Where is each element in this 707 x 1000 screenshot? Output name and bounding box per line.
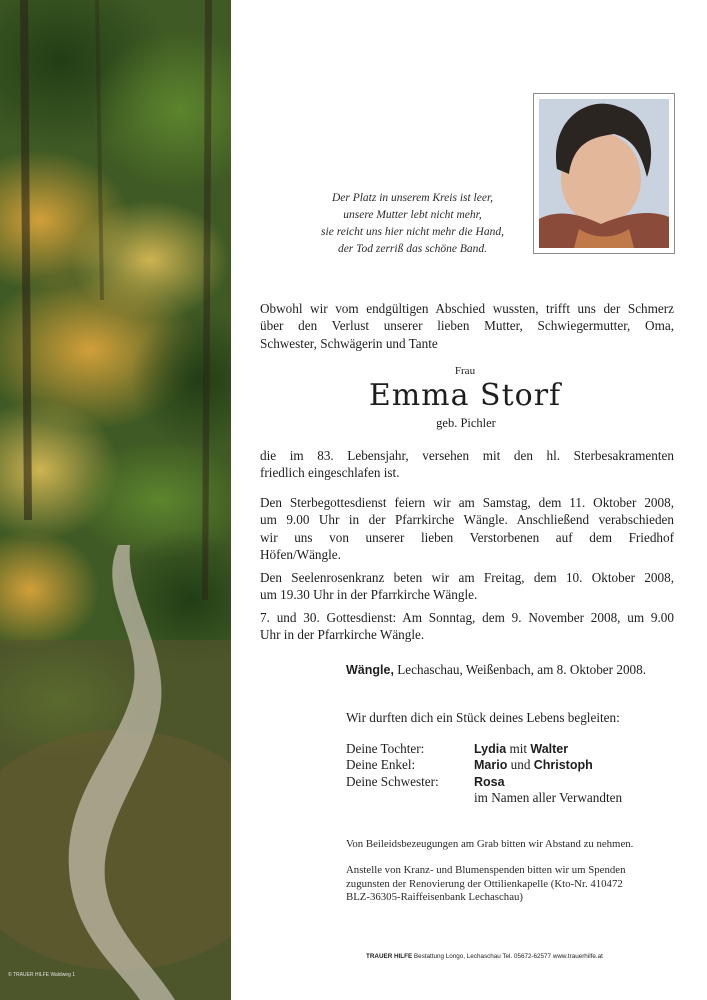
donation-line: zugunsten der Renovierung der Ottilienkapelle (Kto-Nr. 410472: [346, 877, 623, 890]
intro-paragraph: [260, 300, 674, 352]
funeral-line: Den Sterbegottesdienst feiern wir am Samstag, dem 11. Oktober 2008,: [260, 495, 674, 510]
intro-line: Schwester, Schwägerin und Tante: [260, 335, 438, 351]
memorial-poem: [300, 190, 525, 258]
intro-line: Obwohl wir vom endgültigen Abschied wussten, trifft uns der Schmerz: [260, 301, 674, 316]
footer-text: Bestattung Longo, Lechaschau Tel. 05672-62577 www.trauerhilfe.at: [412, 953, 603, 960]
family-relatives: im Namen aller Verwandten: [474, 790, 623, 805]
family-label-grandchildren: Deine Enkel:: [346, 757, 416, 772]
funeral-line: Höfen/Wängle.: [260, 547, 341, 563]
death-note: [260, 447, 674, 482]
death-note-line: die im 83. Lebensjahr, versehen mit den hl. Sterbesakramenten: [260, 448, 674, 463]
footer-brand: TRAUER HILFE: [366, 953, 413, 960]
daughter-name: Lydia: [474, 742, 507, 756]
image-credit: © TRAUER HILFE Waldweg 1: [8, 972, 76, 978]
donation-note: [346, 864, 625, 905]
deceased-name: Emma Storf: [368, 378, 562, 413]
rosary-paragraph: [260, 569, 674, 604]
family-grandchildren: [474, 757, 593, 773]
portrait-photo: [533, 93, 675, 254]
family-label-daughter: Deine Tochter:: [346, 741, 425, 756]
sister-name: Rosa: [474, 775, 505, 789]
portrait-image: [539, 99, 669, 248]
donation-line: Anstelle von Kranz- und Blumenspenden bitten wir um Spenden: [346, 864, 626, 876]
place-bold: Wängle,: [346, 663, 394, 677]
title-prefix: Frau: [454, 365, 476, 377]
poem-line: der Tod zerriß das schöne Band.: [337, 243, 488, 255]
undertaker-footer: [366, 953, 603, 960]
son-in-law-name: Walter: [530, 742, 569, 756]
family-sister: [474, 774, 505, 790]
family-label-sister: Deine Schwester:: [346, 774, 439, 789]
rosary-line: um 19.30 Uhr in der Pfarrkirche Wängle.: [260, 587, 478, 603]
rosary-line: Den Seelenrosenkranz beten wir am Freitag, dem 10. Oktober 2008,: [260, 570, 674, 585]
maiden-name: geb. Pichler: [436, 416, 496, 430]
poem-line: unsere Mutter lebt nicht mehr,: [343, 209, 482, 221]
condolence-note: Von Beileidsbezeugungen am Grab bitten wir Abstand zu nehmen.: [346, 838, 634, 850]
grandchild-name: Mario: [474, 758, 508, 772]
intro-line: über den Verlust unserer lieben Mutter, Schwiegermutter, Oma,: [260, 318, 674, 334]
joiner-text: mit: [506, 741, 531, 756]
donation-line: BLZ-36305-Raiffeisenbank Lechaschau): [346, 891, 523, 903]
funeral-paragraph: [260, 494, 674, 564]
poem-line: sie reicht uns hier nicht mehr die Hand,: [321, 226, 504, 238]
poem-line: Der Platz in unserem Kreis ist leer,: [331, 192, 494, 204]
funeral-line: um 9.00 Uhr in der Pfarrkirche Wängle. Anschließend verabschieden: [260, 512, 674, 528]
masses-paragraph: [260, 609, 674, 644]
family-daughter: [474, 741, 568, 757]
masses-line: Uhr in der Pfarrkirche Wängle.: [260, 627, 425, 643]
death-note-line: friedlich eingeschlafen ist.: [260, 465, 400, 481]
funeral-line: wir uns von unserer lieben Verstorbenen auf dem Friedhof: [260, 529, 674, 545]
place-rest: Lechaschau, Weißenbach, am 8. Oktober 2008.: [393, 662, 647, 677]
place-date-line: [346, 662, 646, 678]
forest-path-image: [0, 0, 231, 1000]
grandchild-name: Christoph: [533, 758, 593, 772]
forest-illustration: [0, 0, 231, 1000]
tribute-sentence: Wir durften dich ein Stück deines Lebens begleiten:: [346, 710, 620, 725]
joiner-text: und: [507, 757, 534, 772]
masses-line: 7. und 30. Gottesdienst: Am Sonntag, dem 9. November 2008, um 9.00: [260, 610, 674, 625]
